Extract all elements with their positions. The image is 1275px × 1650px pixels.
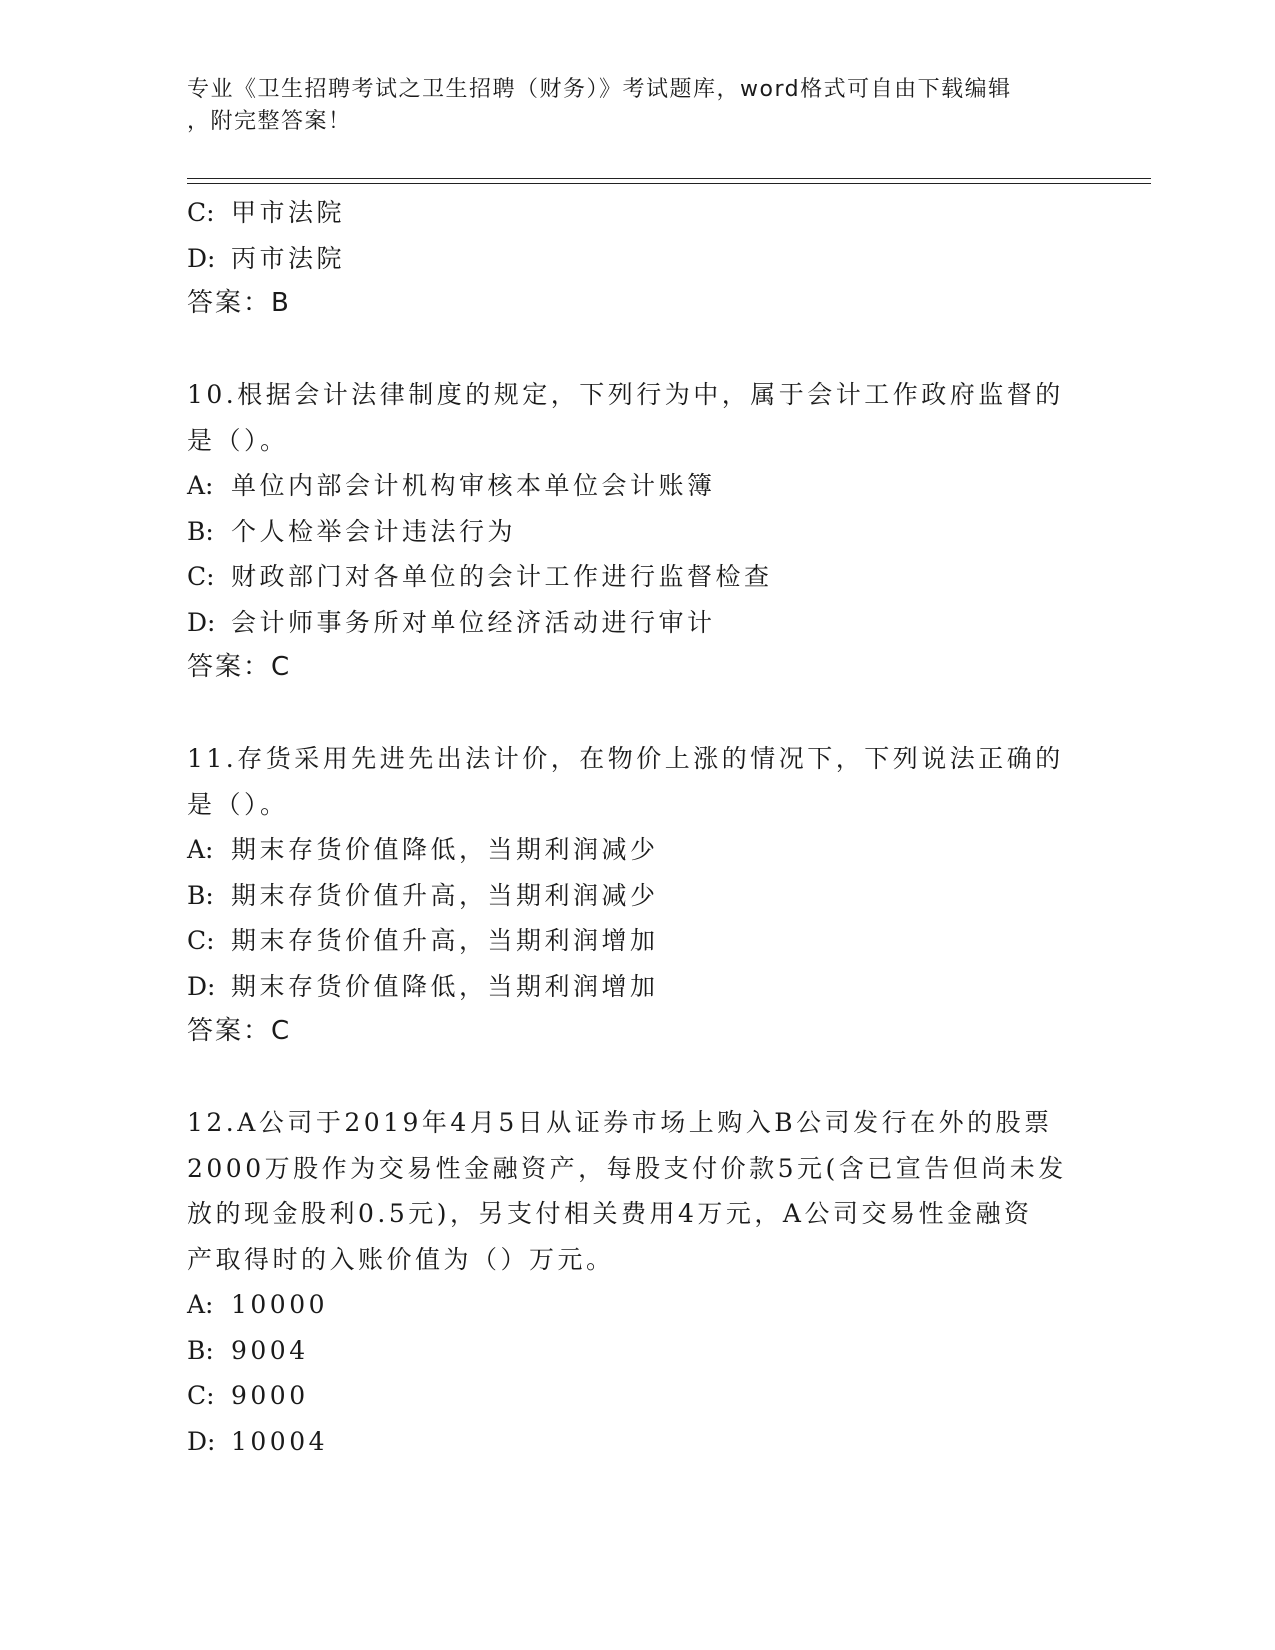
- question-list: [187, 190, 1087, 1464]
- option-c: [187, 1373, 1087, 1419]
- option-letter: D:: [187, 243, 216, 273]
- option-a: [187, 463, 1087, 509]
- option-letter: A:: [187, 1290, 214, 1319]
- option-text: 期末存货价值升高，当期利润减少: [231, 880, 659, 910]
- option-letter: D:: [187, 607, 216, 637]
- option-c: [187, 190, 1087, 236]
- option-d: [187, 600, 1087, 646]
- question-12-stem-line-4: 产取得时的入账价值为（）万元。: [187, 1244, 615, 1274]
- option-text: 单位内部会计机构审核本单位会计账簿: [231, 471, 716, 500]
- option-text: 10004: [231, 1426, 329, 1456]
- option-letter: D:: [187, 1426, 216, 1456]
- question-11-stem-line-1: 11.存货采用先进先出法计价，在物价上涨的情况下，下列说法正确的: [187, 744, 1064, 773]
- question-spacer: [187, 691, 1087, 737]
- answer-line: 答案：C: [187, 1016, 292, 1046]
- option-text: 9004: [231, 1335, 309, 1365]
- question-spacer: [187, 327, 1087, 373]
- option-text: 期末存货价值降低，当期利润增加: [231, 971, 659, 1001]
- question-spacer: [187, 1055, 1087, 1101]
- answer-line: 答案：C: [187, 652, 292, 682]
- option-text: 9000: [231, 1381, 309, 1410]
- option-d: [187, 1419, 1087, 1465]
- header-line-2: ，附完整答案！: [187, 109, 352, 134]
- option-text: 丙市法院: [231, 243, 346, 273]
- option-text: 会计师事务所对单位经济活动进行审计: [231, 607, 716, 637]
- document-header: [187, 74, 1087, 138]
- option-letter: B:: [187, 880, 214, 910]
- option-a: [187, 1282, 1087, 1328]
- header-divider-bottom: [187, 183, 1151, 184]
- option-a: [187, 827, 1087, 873]
- option-d: [187, 236, 1087, 282]
- option-letter: C:: [187, 198, 215, 227]
- option-text: 个人检举会计违法行为: [231, 516, 517, 546]
- question-10-stem-line-1: 10.根据会计法律制度的规定，下列行为中，属于会计工作政府监督的: [187, 380, 1064, 409]
- option-d: [187, 964, 1087, 1010]
- question-12-stem-line-2: 2000万股作为交易性金融资产，每股支付价款5元(含已宣告但尚未发: [187, 1153, 1067, 1183]
- option-b: [187, 509, 1087, 555]
- header-divider-top: [187, 178, 1151, 179]
- header-line-1: 专业《卫生招聘考试之卫生招聘（财务）》考试题库，word格式可自由下载编辑: [187, 77, 1012, 102]
- question-11-stem-line-2: 是（）。: [187, 789, 289, 819]
- option-letter: A:: [187, 835, 214, 864]
- option-letter: D:: [187, 971, 216, 1001]
- option-letter: B:: [187, 516, 214, 546]
- option-b: [187, 1328, 1087, 1374]
- option-letter: C:: [187, 926, 215, 955]
- option-letter: C:: [187, 562, 215, 591]
- option-letter: B:: [187, 1335, 214, 1365]
- option-c: [187, 918, 1087, 964]
- option-b: [187, 873, 1087, 919]
- option-text: 甲市法院: [231, 198, 346, 227]
- option-letter: C:: [187, 1381, 215, 1410]
- option-letter: A:: [187, 471, 214, 500]
- question-12-stem-line-1: 12.A公司于2019年4月5日从证券市场上购入B公司发行在外的股票: [187, 1108, 1053, 1137]
- option-text: 期末存货价值降低，当期利润减少: [231, 835, 659, 864]
- option-text: 财政部门对各单位的会计工作进行监督检查: [231, 562, 773, 591]
- question-10-stem-line-2: 是（）。: [187, 425, 289, 455]
- answer-line: 答案：B: [187, 288, 291, 318]
- option-text: 10000: [231, 1290, 329, 1319]
- option-text: 期末存货价值升高，当期利润增加: [231, 926, 659, 955]
- option-c: [187, 554, 1087, 600]
- question-12-stem-line-3: 放的现金股利0.5元)，另支付相关费用4万元，A公司交易性金融资: [187, 1199, 1033, 1228]
